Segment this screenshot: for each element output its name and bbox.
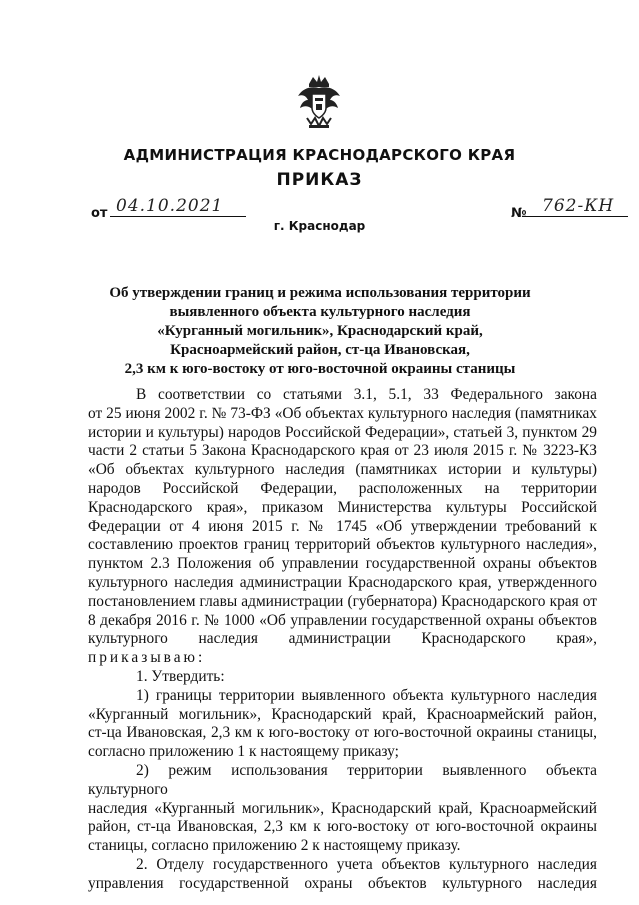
organization-title: АДМИНИСТРАЦИЯ КРАСНОДАРСКОГО КРАЯ: [123, 146, 516, 164]
document-type-title: ПРИКАЗ: [276, 170, 363, 190]
date-label: от: [91, 206, 108, 221]
handwritten-number: 762-КН: [526, 196, 628, 217]
body-line: наследия «Курганный могильник», Краснодарский край, Красноармейский: [88, 799, 597, 817]
body-line: составлению проектов границ территорий объектов культурного наследия»,: [88, 536, 597, 554]
body-line: район, ст-ца Ивановская, 2,3 км к юго-востоку от юго-восточной окраины: [88, 818, 597, 836]
body-line: приказываю:: [88, 649, 206, 667]
heading-line: 2,3 км к юго-востоку от юго-восточной окраины станицы: [124, 361, 516, 377]
body-line: 2. Отделу государственного учета объектов культурного наследия: [136, 855, 597, 873]
city-line: г. Краснодар: [273, 219, 366, 233]
handwritten-date: 04.10.2021: [110, 196, 246, 217]
body-line: ст-ца Ивановская, 2,3 км к юго-востоку от юго-восточной окраины станицы,: [88, 724, 597, 742]
document-subject-heading: [100, 284, 540, 379]
coat-of-arms-icon: [295, 74, 343, 130]
body-line: 1) границы территории выявленного объекта культурного наследия: [136, 686, 597, 704]
body-line: пунктом 2.3 Положения об управлении государственной охраны объектов: [88, 555, 597, 573]
body-line: В соответствии со статьями 3.1, 5.1, 33 Федерального закона: [136, 386, 597, 403]
body-line: станицы, согласно приложению 2 к настоящему приказу.: [88, 837, 461, 855]
body-line: истории и культуры) народов Российской Федерации», статьей 3, пунктом 29: [88, 423, 597, 441]
body-line: народов Российской Федерации, расположенных на территории: [88, 479, 597, 497]
body-line: от 25 июня 2002 г. № 73-ФЗ «Об объектах культурного наследия (памятниках: [88, 404, 597, 422]
body-line: части 2 статьи 5 Закона Краснодарского края от 23 июля 2015 г. № 3223-КЗ: [88, 442, 597, 460]
document-body: [88, 386, 597, 894]
body-line: 2) режим использования территории выявленного объекта культурного: [88, 761, 597, 798]
heading-line: Красноармейский район, ст-ца Ивановская,: [170, 342, 470, 358]
body-line: «Об объектах культурного наследия (памятниках истории и культуры): [88, 461, 597, 479]
body-line: Федерации от 4 июня 2015 г. № 1745 «Об утверждении требований к: [88, 517, 597, 535]
body-line: управления государственной охраны объектов культурного наследия: [88, 874, 597, 892]
body-line: «Курганный могильник», Краснодарский край, Красноармейский район,: [88, 705, 597, 723]
body-line: Краснодарского края», приказом Министерства культуры Российской: [88, 498, 597, 516]
body-line: постановлением главы администрации (губернатора) Краснодарского края от: [88, 592, 597, 610]
body-line: культурного наследия администрации Краснодарского края, утвержденного: [88, 573, 597, 591]
heading-line: «Курганный могильник», Краснодарский край,: [157, 323, 483, 339]
body-line: 8 декабря 2016 г. № 1000 «Об управлении государственной охраны объектов: [88, 611, 597, 629]
body-line: 1. Утвердить:: [136, 667, 225, 685]
body-line: культурного наследия администрации Краснодарского края»,: [88, 630, 597, 648]
body-line: согласно приложению 1 к настоящему приказу;: [88, 743, 399, 761]
number-label: №: [511, 206, 527, 221]
heading-line: выявленного объекта культурного наследия: [169, 304, 471, 320]
heading-line: Об утверждении границ и режима использования территории: [109, 285, 531, 301]
